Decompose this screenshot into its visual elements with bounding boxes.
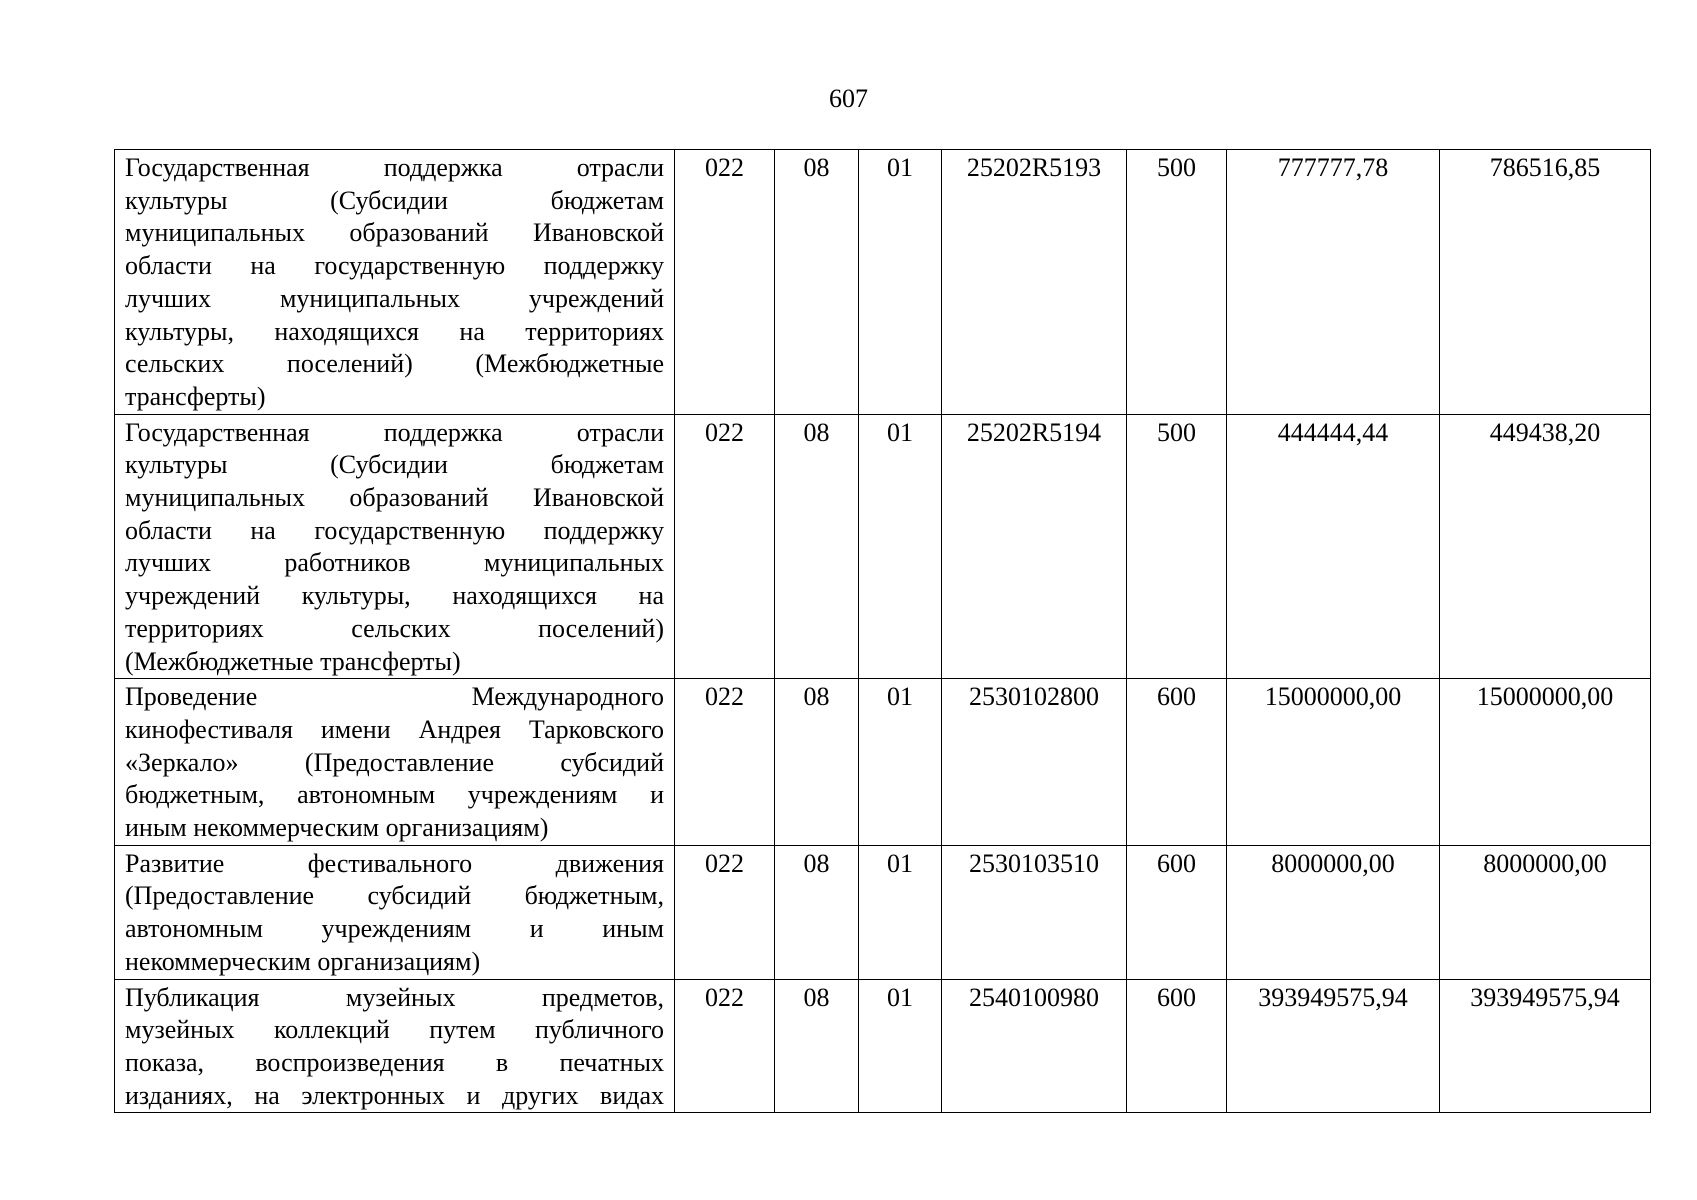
amount-1-cell: 15000000,00 bbox=[1227, 679, 1440, 846]
budget-table bbox=[114, 149, 1651, 1113]
subsection-cell: 01 bbox=[859, 414, 942, 679]
description-line: показа, воспроизведения в печатных bbox=[125, 1047, 664, 1077]
amount-2-cell: 786516,85 bbox=[1440, 150, 1651, 415]
amount-1-cell: 393949575,94 bbox=[1227, 979, 1440, 1113]
section-cell: 08 bbox=[775, 979, 859, 1113]
description-line: некоммерческим организациям) bbox=[125, 946, 481, 976]
description-line: Государственная поддержка отрасли bbox=[125, 153, 664, 182]
target-article-cell: 2540100980 bbox=[942, 979, 1127, 1113]
table-row bbox=[115, 679, 1651, 846]
description-line: культуры (Субсидии бюджетам bbox=[125, 450, 664, 480]
description-line: сельских поселений) (Межбюджетные bbox=[125, 349, 664, 379]
description-line: «Зеркало» (Предоставление субсидий bbox=[125, 747, 664, 777]
amount-1-cell: 8000000,00 bbox=[1227, 845, 1440, 979]
table-row bbox=[115, 150, 1651, 415]
row-description bbox=[115, 679, 675, 846]
admin-code-cell: 022 bbox=[675, 979, 775, 1113]
expense-type-cell: 600 bbox=[1127, 979, 1227, 1113]
description-line: иным некоммерческим организациям) bbox=[125, 813, 549, 843]
description-line: трансферты) bbox=[125, 381, 266, 411]
amount-2-cell: 393949575,94 bbox=[1440, 979, 1651, 1113]
description-line: Проведение Международного bbox=[125, 682, 664, 712]
description-line: Развитие фестивального движения bbox=[125, 848, 664, 878]
expense-type-cell: 500 bbox=[1127, 150, 1227, 415]
amount-2-cell: 449438,20 bbox=[1440, 414, 1651, 679]
target-article-cell: 2530102800 bbox=[942, 679, 1127, 846]
page-number: 607 bbox=[829, 84, 868, 113]
description-line: Государственная поддержка отрасли bbox=[125, 417, 664, 447]
amount-2-cell: 8000000,00 bbox=[1440, 845, 1651, 979]
amount-2-cell: 15000000,00 bbox=[1440, 679, 1651, 846]
section-cell: 08 bbox=[775, 679, 859, 846]
row-description bbox=[115, 979, 675, 1113]
subsection-cell: 01 bbox=[859, 845, 942, 979]
table-row bbox=[115, 979, 1651, 1113]
row-description bbox=[115, 845, 675, 979]
target-article-cell: 2530103510 bbox=[942, 845, 1127, 979]
description-line: культуры, находящихся на территориях bbox=[125, 316, 664, 346]
section-cell: 08 bbox=[775, 845, 859, 979]
description-line: лучших муниципальных учреждений bbox=[125, 283, 664, 313]
description-line: области на государственную поддержку bbox=[125, 515, 664, 545]
admin-code-cell: 022 bbox=[675, 150, 775, 415]
admin-code-cell: 022 bbox=[675, 845, 775, 979]
description-line: области на государственную поддержку bbox=[125, 251, 664, 281]
description-line: изданиях, на электронных и других видах bbox=[125, 1080, 664, 1110]
description-line: культуры (Субсидии бюджетам bbox=[125, 185, 664, 215]
description-line: кинофестиваля имени Андрея Тарковского bbox=[125, 714, 664, 744]
target-article-cell: 25202R5194 bbox=[942, 414, 1127, 679]
target-article-cell: 25202R5193 bbox=[942, 150, 1127, 415]
description-line: бюджетным, автономным учреждениям и bbox=[125, 780, 664, 810]
amount-1-cell: 444444,44 bbox=[1227, 414, 1440, 679]
description-line: муниципальных образований Ивановской bbox=[125, 218, 664, 248]
expense-type-cell: 500 bbox=[1127, 414, 1227, 679]
expense-type-cell: 600 bbox=[1127, 845, 1227, 979]
description-line: муниципальных образований Ивановской bbox=[125, 483, 664, 513]
row-description bbox=[115, 150, 675, 415]
description-line: учреждений культуры, находящихся на bbox=[125, 581, 664, 611]
table-row bbox=[115, 414, 1651, 679]
subsection-cell: 01 bbox=[859, 979, 942, 1113]
subsection-cell: 01 bbox=[859, 679, 942, 846]
table-row bbox=[115, 845, 1651, 979]
section-cell: 08 bbox=[775, 414, 859, 679]
description-line: музейных коллекций путем публичного bbox=[125, 1015, 664, 1045]
description-line: (Предоставление субсидий бюджетным, bbox=[125, 881, 664, 911]
admin-code-cell: 022 bbox=[675, 414, 775, 679]
description-line: лучших работников муниципальных bbox=[125, 548, 664, 578]
section-cell: 08 bbox=[775, 150, 859, 415]
amount-1-cell: 777777,78 bbox=[1227, 150, 1440, 415]
subsection-cell: 01 bbox=[859, 150, 942, 415]
admin-code-cell: 022 bbox=[675, 679, 775, 846]
row-description bbox=[115, 414, 675, 679]
description-line: Публикация музейных предметов, bbox=[125, 982, 664, 1012]
expense-type-cell: 600 bbox=[1127, 679, 1227, 846]
description-line: территориях сельских поселений) bbox=[125, 613, 664, 643]
description-line: автономным учреждениям и иным bbox=[125, 914, 664, 944]
description-line: (Межбюджетные трансферты) bbox=[125, 646, 461, 676]
